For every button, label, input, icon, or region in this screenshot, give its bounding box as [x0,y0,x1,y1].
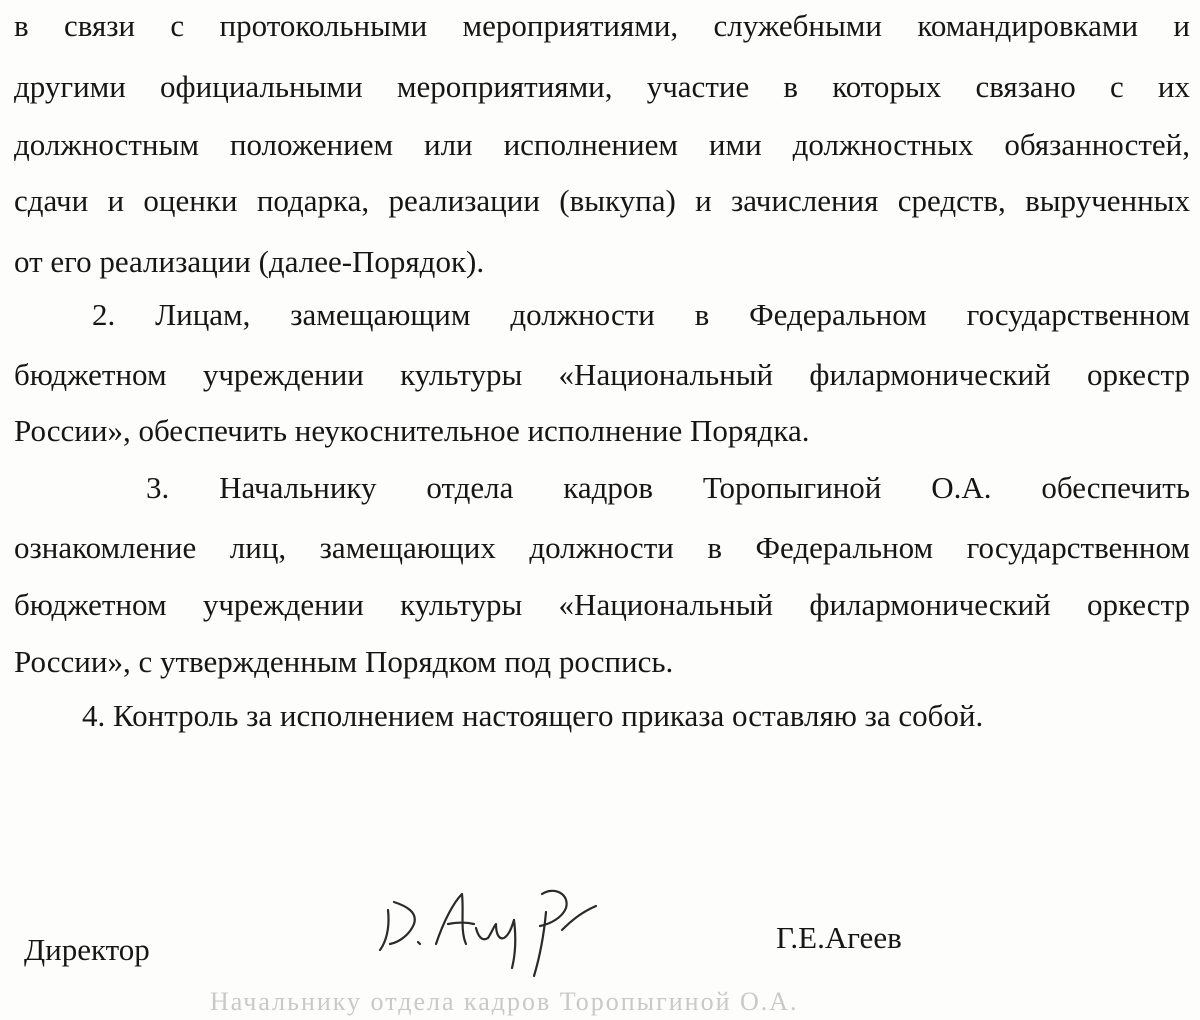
paragraph-2-line-2: бюджетном учреждении культуры «Национальный филармонический оркестр [14,357,1190,392]
paragraph-3-line-4: России», с утвержденным Порядком под роспись. [14,644,674,679]
handwritten-signature [366,872,606,982]
paragraph-3-line-3: бюджетном учреждении культуры «Национальный филармонический оркестр [14,587,1190,622]
signature-name: Г.Е.Агеев [776,920,902,955]
text-line-1: в связи с протокольными мероприятиями, служебными командировками и [14,8,1190,43]
faint-show-through-text: Начальнику отдела кадров Торопыгиной О.А. [210,987,799,1016]
paragraph-2-line-1: 2. Лицам, замещающим должности в Федеральном государственном [92,297,1190,332]
signature-title: Директор [24,932,150,967]
text-line-5: от его реализации (далее-Порядок). [14,244,485,279]
text-line-2: другими официальными мероприятиями, участие в которых связано с их [14,69,1190,104]
paragraph-2-line-3: России», обеспечить неукоснительное исполнение Порядка. [14,413,810,448]
text-line-4: сдачи и оценки подарка, реализации (выкупа) и зачисления средств, вырученных [14,183,1190,218]
text-line-3: должностным положением или исполнением ими должностных обязанностей, [14,127,1190,162]
paragraph-3-line-2: ознакомление лиц, замещающих должности в Федеральном государственном [14,530,1190,565]
paragraph-3-line-1: 3. Начальнику отдела кадров Торопыгиной О.А. обеспечить [146,470,1190,505]
paragraph-4-line-1: 4. Контроль за исполнением настоящего приказа оставляю за собой. [82,698,984,733]
